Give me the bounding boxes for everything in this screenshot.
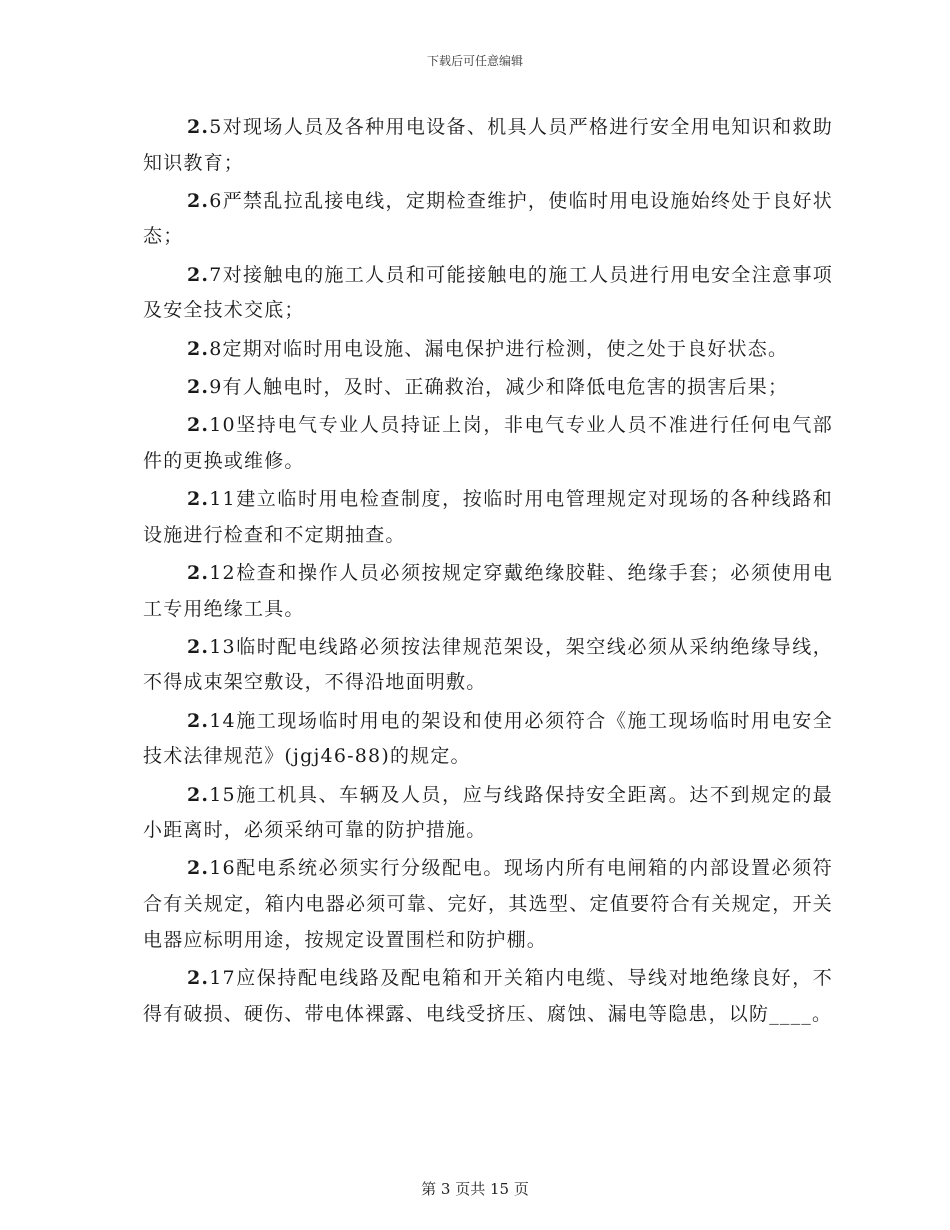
list-item [143,110,833,181]
item-number: 2. [187,116,210,138]
item-text: 建立临时用电检查制度，按临时用电管理规定对现场的各种线路和设施进行检查和不定期抽查。 [143,488,833,546]
item-number: 2. [187,189,210,212]
item-number: 2. [187,337,210,360]
item-number: 2. [187,966,210,989]
list-item [143,961,833,1032]
item-number: 2. [187,857,210,880]
item-subnumber: 6 [209,189,223,212]
list-item [143,778,833,849]
list-item [143,482,833,553]
item-text: 配电系统必须实行分级配电。现场内所有电闸箱的内部设置必须符合有关规定，箱内电器必须可靠、完好，其选型、定值要符合有关规定，开关电器应标明用途，按规定设置围栏和防护棚。 [143,857,833,951]
item-text: 坚持电气专业人员持证上岗，非电气专业人员不准进行任何电气部件的更换或维修。 [143,414,833,472]
item-subnumber: 9 [209,375,223,398]
item-text: 施工机具、车辆及人员，应与线路保持安全距离。达不到规定的最小距离时，必须采纳可靠的防护措施。 [143,783,833,842]
item-number: 2. [187,709,210,732]
item-subnumber: 10 [209,414,236,437]
item-text: 检查和操作人员必须按规定穿戴绝缘胶鞋、绝缘手套；必须使用电工专用绝缘工具。 [143,561,833,620]
list-item [143,556,833,627]
item-text: 对接触电的施工人员和可能接触电的施工人员进行用电安全注意事项及安全技术交底； [143,263,833,322]
list-item [143,258,833,329]
item-text: 临时配电线路必须按法律规范架设，架空线必须从采纳绝缘导线，不得成束架空敷设，不得沿地面明敷。 [143,635,833,694]
item-text: 对现场人员及各种用电设备、机具人员严格进行安全用电知识和救助知识教育； [143,116,833,174]
item-subnumber: 5 [209,116,223,138]
item-number: 2. [187,635,210,658]
item-text: 严禁乱拉乱接电线，定期检查维护，使临时用电设施始终处于良好状态； [143,189,833,248]
item-subnumber: 11 [209,488,236,511]
item-number: 2. [187,561,210,584]
item-subnumber: 17 [209,966,236,989]
item-subnumber: 8 [209,337,223,360]
list-item [143,630,833,701]
item-text: 定期对临时用电设施、漏电保护进行检测，使之处于良好状态。 [222,337,789,360]
list-item [143,704,833,775]
list-item [143,370,833,406]
item-subnumber: 13 [209,635,236,658]
item-number: 2. [187,375,210,398]
item-number: 2. [187,488,210,511]
item-subnumber: 14 [209,709,236,732]
item-number: 2. [187,414,210,437]
page-header-note: 下载后可任意编辑 [426,54,523,68]
item-text: 应保持配电线路及配电箱和开关箱内电缆、导线对地绝缘良好，不得有破损、硬伤、带电体裸露、电线受挤压、腐蚀、漏电等隐患，以防____。 [143,966,833,1025]
list-item [143,408,833,479]
item-subnumber: 12 [209,561,236,584]
page-number-footer: 第 3 页共 15 页 [421,1180,529,1198]
item-number: 2. [187,783,210,806]
list-item [143,184,833,255]
item-number: 2. [187,263,210,286]
list-item [143,851,833,958]
item-subnumber: 16 [209,857,236,880]
list-item [143,332,833,368]
document-body [143,110,833,1035]
item-subnumber: 15 [209,783,236,806]
item-text: 有人触电时，及时、正确救治，减少和降低电危害的损害后果； [222,375,789,398]
item-text: 施工现场临时用电的架设和使用必须符合《施工现场临时用电安全技术法律规范》(jgj46-88)的规定。 [143,709,833,768]
item-subnumber: 7 [209,263,223,286]
